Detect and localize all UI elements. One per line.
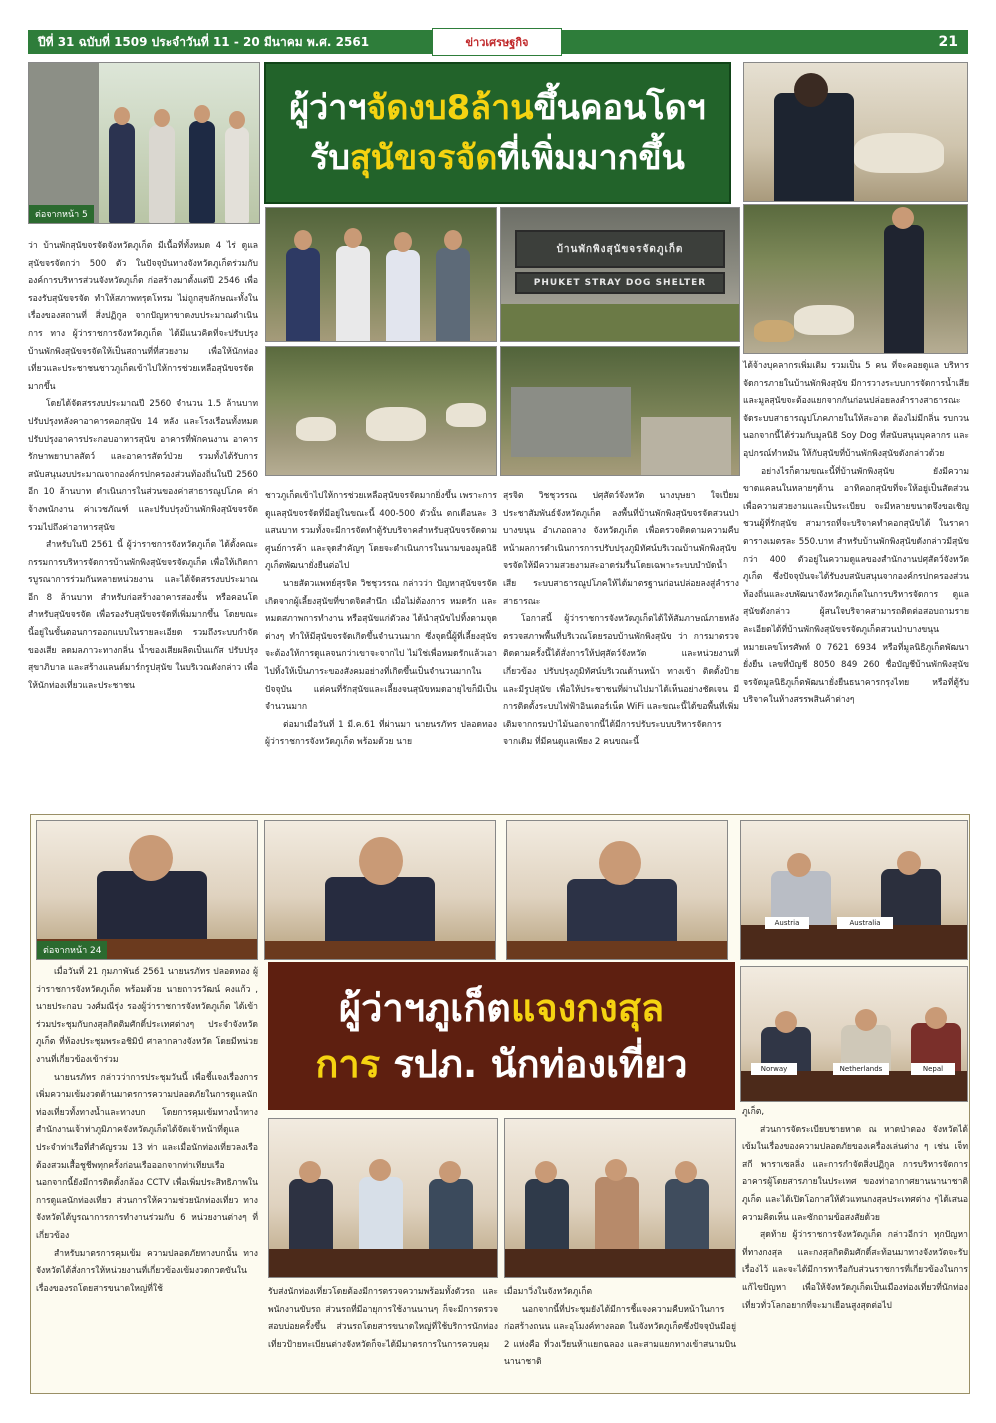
continued-label: ต่อจากหน้า 5: [29, 205, 94, 223]
paragraph: สุดท้าย ผู้ว่าราชการจังหวัดภูเก็ต กล่าวอีกว่า ทุกปัญหาที่ทางกงสุล และกงสุลกิตติมศักดิ์สะท้อนมาทางจังหวัดจะรับเรื่องไว้ และจะได้มีการหารือกับส่วนราชการที่เกี่ยวข้องในการแก้ไขปัญหา เพื่อให้จังหวัดภูเก็ตเป็นเมืองท่องเที่ยวที่นักท่องเที่ยวทั่วโลกอยากที่จะมาเยือนสูงสุดต่อไป: [742, 1230, 968, 1311]
person-head: [599, 841, 641, 885]
issue-line: ปีที่ 31 ฉบับที่ 1509 ประจำวันที่ 11 - 20 มีนาคม พ.ศ. 2561: [38, 34, 370, 49]
person-figure: [436, 248, 470, 342]
wall-shape: [29, 63, 99, 224]
person-head: [787, 853, 811, 877]
person-head: [114, 107, 130, 125]
person-head: [344, 228, 362, 248]
photo-meeting-attendees-right: [504, 1118, 736, 1278]
name-plate: Netherlands: [833, 1063, 889, 1075]
dog-figure: [754, 320, 794, 342]
paragraph: ต่อมาเมื่อวันที่ 1 มี.ค.61 ที่ผ่านมา นายนรภัทร ปลอดทอง ผู้ว่าราชการจังหวัดภูเก็ต พร้อมด้วย นาย: [265, 719, 497, 748]
person-head: [794, 73, 828, 107]
photo-donation-handover: [265, 207, 497, 342]
headline-highlight: การ: [315, 1042, 381, 1086]
photo-meeting-attendees-left: [268, 1118, 498, 1278]
masthead-logo: [432, 28, 562, 56]
person-figure: [225, 127, 249, 223]
dog-figure: [854, 133, 944, 173]
person-head: [394, 232, 412, 252]
photo-consul-speaker: [36, 820, 258, 960]
person-figure: [149, 125, 175, 223]
paragraph: นอกจากนี้ที่ประชุมยังได้มีการชี้แจงความคืบหน้าในการก่อสร้างถนน และอุโมงค์ทางลอด ในจังหวัดภูเก็ตซึ่งปัจจุบันมีอยู่ 2 แห่งคือ ที่วงเวียนห้าแยกฉลอง และสามแยกทางเข้าสนามบินนานาชาติ: [504, 1304, 736, 1368]
desk-shape: [505, 1249, 736, 1278]
person-figure: [336, 246, 370, 342]
dog-figure: [366, 407, 426, 441]
headline-line-1: [289, 83, 706, 133]
photo-shelter-kennels: [500, 346, 740, 476]
paragraph: นายนรภัทร กล่าวว่าการประชุมวันนี้ เพื่อชี้แจงเรื่องการเพิ่มความเข้มงวดด้านมาตรการความปลอดภัยในการดูแลนักท่องเที่ยวทั้งทางน้ำและทางบก โดยการคุมเข้มทางน้ำทางสำนักงานเจ้าท่าภูมิภาคจังหวัดภูเก็ตได้จัดเจ้าหน้าที่ดูแลประจำท่าเรือที่สำคัญรวม 13 ท่า และเมื่อนักท่องเที่ยวลงเรือต้องสวมเสื้อชูชีพทุกครั้งก่อนเรือออกจากท่าเทียบเรือ นอกจากนี้ยังมีการติดตั้งกล้อง CCTV เพื่อเพิ่มประสิทธิภาพในการดูแลนักท่องเที่ยว ส่วนการให้ความช่วยนักท่องเที่ยว ทางจังหวัดได้บูรณาการการทำงานร่วมกับ 6 หน่วยงานต่างๆ ที่เกี่ยวข้อง: [36, 1072, 258, 1241]
article2-column-4: [742, 1104, 968, 1388]
article1-column-4: [743, 358, 969, 804]
article2-column-1: [36, 964, 258, 1388]
paragraph: ส่วนการจัดระเบียบชายหาด ณ หาดป่าตอง จังหวัดได้เข้มในเรื่องของความปลอดภัยของเครื่องเล่นต่าง ๆ เช่น เจ็ทสกี พาราเซลลิ่ง และการกำจัดสิ่งปฏิกูล การบริหารจัดการอาคารผู้โดยสารภายในประเทศ ของท่าอากาศยานนานาชาติภูเก็ต และได้เปิดโอกาสให้ตัวแทนกงสุลประเทศต่าง ๆได้เสนอความคิดเห็น และซักถามข้อสงสัยด้วย: [742, 1124, 968, 1223]
person-head: [369, 1159, 391, 1181]
article1-column-2: [265, 488, 497, 804]
desk-shape: [269, 1249, 498, 1278]
headline-highlight: สุนัขจรจัด: [349, 138, 498, 178]
person-figure: [386, 250, 420, 342]
person-head: [229, 111, 245, 129]
person-figure: [189, 121, 215, 223]
paragraph: รับส่งนักท่องเที่ยวโดยต้องมีการตรวจความพร้อมทั้งตัวรถ และพนักงานขับรถ ส่วนรถที่มีอายุการใช้งานนานๆ ก็จะมีการตรวจสอบบ่อยครั้งขึ้น ส่วนรถโดยสารขนาดใหญ่ที่ใช้บริการนักท่องเที่ยวป้ายทะเบียนต่างจังหวัดก็จะได้มีมาตรการในการควบคุม: [268, 1287, 498, 1350]
photo-consuls-australia-austria: [740, 820, 968, 960]
kennel-shape: [511, 387, 631, 457]
person-head: [194, 105, 210, 123]
article1-column-1: [28, 238, 258, 804]
article1-column-3: [503, 488, 739, 804]
headline-line-2: [310, 133, 685, 183]
name-plate: Australia: [837, 917, 893, 929]
desk-shape: [507, 941, 728, 960]
headline-part: ขึ้นคอนโดฯ: [533, 88, 706, 128]
paragraph: โอกาสนี้ ผู้ว่าราชการจังหวัดภูเก็ตได้ให้สัมภาษณ์ภายหลังตรวจสภาพพื้นที่บริเวณโดยรอบบ้านพักพิงสุนัข ว่า การมาตรวจติดตามครั้งนี้ได้สั่งการให้ปศุสัตว์จังหวัด และหน่วยงานที่เกี่ยวข้อง ปรับปรุงภูมิทัศน์บริเวณด้านหน้า ทางเข้า ติดตั้งป้าย และมีรูปสุนัข เพื่อให้ประชาชนที่ผ่านไปมาได้เห็นอย่างชัดเจน มีการติดตั้งระบบไฟฟ้าอินเตอร์เน็ต WiFi และขณะนี้ได้ขอพื้นที่เพิ่มเติมจากกรมป่าไม้นอกจากนี้ได้มีการปรับระบบบริหารจัดการ จากเดิม ที่มีคนดูแลเพียง 2 คนขณะนี้: [503, 614, 739, 748]
photo-dogs-in-yard: [265, 346, 497, 476]
headline-part: ผู้ว่าฯภูเก็ต: [338, 986, 511, 1030]
headline-part: ผู้ว่าฯ: [289, 88, 367, 128]
photo-official-speaking: [506, 820, 728, 960]
grass-shape: [501, 304, 740, 342]
headline-line-2: [315, 1036, 687, 1092]
photo-vet-treating-dog: [743, 62, 968, 202]
paragraph: ว่า บ้านพักสุนัขจรจัดจังหวัดภูเก็ต มีเนื้อที่ทั้งหมด 4 ไร่ ดูแลสุนัขจรจัดกว่า 500 ตัว ในปัจจุบันทางจังหวัดภูเก็ตร่วมกับองค์การบริหารส่วนจังหวัดภูเก็ต ก่อสร้างมาตั้งแต่ปี 2546 เพื่อรองรับสุนัขจรจัด ทำให้สภาพทรุดโทรม ไม่ถูกสุขลักษณะทั้งในเรื่องของสถานที่ สิ่งปฏิกูล จากปัญหาขาดงบประมาณดำเนินการ ทาง ผู้ว่าราชการจังหวัดภูเก็ต ได้มีแนวคิดที่จะปรับปรุงบ้านพักพิงสุนัขจรจัดให้เป็นสถานที่ที่สวยงาม เพื่อให้นักท่องเที่ยวและประชาชนชาวภูเก็ตเข้าไปให้การช่วยเหลือสุนัขจรจัดมากขึ้น: [28, 241, 258, 392]
person-head: [892, 207, 914, 229]
person-figure: [774, 93, 854, 202]
article2-column-3: [504, 1284, 736, 1388]
desk-shape: [741, 1071, 968, 1102]
person-head: [444, 230, 462, 250]
photo-officials-walking: [28, 62, 260, 224]
person-figure: [109, 123, 135, 223]
person-head: [605, 1159, 627, 1181]
name-plate: Norway: [751, 1063, 797, 1075]
headline-line-1: [339, 980, 664, 1036]
photo-governor-speaking: [264, 820, 496, 960]
headline-stray-dogs: [264, 62, 731, 204]
person-head: [675, 1161, 697, 1183]
paragraph: อย่างไรก็ตามขณะนี้ที่บ้านพักพิงสุนัข ยังมีความขาดแคลนในหลายๆด้าน อาทิคอกสุนัขที่จะให้อยู่เป็นสัดส่วนเพื่อความสวยงามและเป็นระเบียบ จะมีหลายขนาดจึงขอเชิญชวนผู้ที่รักสุนัข สามารถที่จะบริจาคทำคอกสุนัขได้ ในราคา ตารางเมตรละ 550.บาท สำหรับบ้านพักพิงสุนัขดังกล่าวมีสุนัขกว่า 400 ตัวอยู่ในความดูแลของสำนักงานปศุสัตว์จังหวัดภูเก็ต ซึ่งปัจจุบันจะได้รับงบสนับสนุนจากองค์กรปกครองส่วนท้องถิ่นและงบพัฒนาจังหวัดภูเก็ตในการบริหารจัดการ ดูแลสุนัขดังกล่าว ผู้สนใจบริจาคสามารถติดต่อสอบถามรายละเอียดได้ที่บ้านพักพิงสุนัขจรจัดภูเก็ตสวนป่าบางขนุน หมายเลขโทรศัพท์ 0 7621 6934 หรือที่มูลนิธิภูเก็ตพัฒนายั่งยืน เลขที่บัญชี 8050 849 260 ชื่อบัญชีบ้านพักพิงสุนัขจรจัดมูลนิธิภูเก็ตพัฒนายั่งยืนธนาคารกรุงไทย หรือที่ตู้รับบริจาคในห้างสรรพสินค้าต่างๆ: [743, 466, 969, 706]
paragraph: สำหรับในปี 2561 นี้ ผู้ว่าราชการจังหวัดภูเก็ต ได้ตั้งคณะกรรมการบริหารจัดการบ้านพักพิงสุนัขจรจัดภูเก็ต เพื่อให้เกิดการบูรณาการร่วมกันหลายหน่วยงาน และได้จัดสรรงบประมาณอีก 8 ล้านบาท สำหรับก่อสร้างอาคารสองชั้น หรือคอนโดสำหรับสุนัขจรจัด เพื่อรองรับสุนัขจรจัดที่เพิ่มมากขึ้น โดยขณะนี้อยู่ในขั้นตอนการออกแบบในรายละเอียด รวมถึงระบบกำจัดของเสีย ลดมลภาวะทางกลิ่น น้ำของเสียผลิตเป็นแก๊ส ปรับปรุงสุขาภิบาล และสร้างแลนด์มาร์กรูปสุนัข ในบริเวณดังกล่าว เพื่อให้นักท่องเที่ยวและประชาชน: [28, 540, 258, 691]
dog-figure: [794, 305, 854, 335]
person-head: [897, 851, 921, 875]
headline-consul-meeting: [268, 962, 735, 1110]
photo-consuls-norway-nepal: [740, 966, 968, 1102]
shelter-sign-thai: บ้านพักพิงสุนัขจรจัดภูเก็ต: [515, 230, 725, 268]
continued-label: ต่อจากหน้า 24: [37, 941, 107, 959]
shelter-sign-english: PHUKET STRAY DOG SHELTER: [515, 272, 725, 294]
person-head: [925, 1007, 947, 1029]
headline-part: นักท่องเที่ยว: [490, 1042, 688, 1086]
person-head: [775, 1011, 797, 1033]
headline-part: ที่เพิ่มมากขึ้น: [497, 138, 685, 178]
person-figure: [286, 248, 320, 342]
article2-column-2: [268, 1284, 498, 1388]
paragraph: ภูเก็ต,: [742, 1107, 765, 1117]
dog-figure: [446, 403, 486, 427]
photo-worker-with-dogs: [743, 204, 968, 354]
headline-part: รับ: [310, 138, 350, 178]
person-head: [359, 837, 403, 885]
person-head: [439, 1161, 461, 1183]
path-shape: [641, 417, 731, 476]
person-figure: [884, 225, 924, 354]
headline-highlight: แจงกงสุล: [510, 986, 665, 1030]
headline-highlight: จัดงบ8ล้าน: [366, 88, 534, 128]
paragraph: เมื่อมาวิ่งในจังหวัดภูเก็ต: [504, 1287, 593, 1297]
paragraph: นายสัตวแพทย์สุรจิต วิชชุวรรณ กล่าวว่า ปัญหาสุนัขจรจัดเกิดจากผู้เลี้ยงสุนัขที่ขาดจิตสำนึก เมื่อไม่ต้องการ หมดรัก และหมดสภาพการทำงาน หรือสุนัขแก่ตัวลง ได้นำสุนัขไปทิ้งตามจุดต่างๆ ทำให้มีสุนัขจรจัดเกิดขึ้นจำนวนมาก ซึ่งจุดนี้ผู้ที่เลี้ยงสุนัขจะต้องให้การดูแลจนกว่าเขาจะจากไป ไม่ใช่เพื่อหมดรักแล้วเอาไปทิ้งให้เป็นภาระของสังคมอย่างที่เกิดขึ้นเป็นจำนวนมากในปัจจุบัน แต่คนที่รักสุนัขและเลี้ยงจนสุนัขหมดอายุไขก็มีเป็นจำนวนมาก: [265, 578, 497, 713]
paragraph: ชาวภูเก็ตเข้าไปให้การช่วยเหลือสุนัขจรจัดมากยิ่งขึ้น เพราะการดูแลสุนัขจรจัดที่มีอยู่ในขณะนี้ 400-500 ตัวนั้น ตกเดือนละ 3 แสนบาท รวมทั้งจะมีการจัดทำตู้รับบริจาคสำหรับสุนัขจรจัดตามศูนย์การค้า และจุดสำคัญๆ โดยจะดำเนินการในนามของมูลนิธิภูเก็ตพัฒนายั่งยืนต่อไป: [265, 491, 497, 572]
person-head: [294, 230, 312, 250]
person-head: [855, 1009, 877, 1031]
person-head: [299, 1161, 321, 1183]
paragraph: เมื่อวันที่ 21 กุมภาพันธ์ 2561 นายนรภัทร ปลอดทอง ผู้ว่าราชการจังหวัดภูเก็ต พร้อมด้วย นายถาวรวัฒน์ คงแก้ว , นายประกอบ วงศ์มณีรุ่ง รองผู้ว่าราชการจังหวัดภูเก็ต ได้เข้าร่วมประชุมกับกงสุลกิตติมศักดิ์ประเทศต่างๆ ประจำจังหวัดภูเก็ต ที่ห้องประชุมพระอชิมิป์ ศาลากลางจังหวัด โดยมีหน่วยงานที่เกี่ยวข้องเข้าร่วม: [36, 967, 258, 1065]
paragraph: สุรจิต วิชชุวรรณ ปศุสัตว์จังหวัด นางบุษยา ใจเปี่ยม ประชาสัมพันธ์จังหวัดภูเก็ต ลงพื้นที่บ้านพักพิงสุนัขจรจัดสวนป่าบางขนุน อำเภอถลาง จังหวัดภูเก็ต เพื่อตรวจติดตามความคืบหน้าผลการดำเนินการการปรับปรุงภูมิทัศน์บริเวณบ้านพักพิงสุนัขจรจัดให้มีความสวยงามสะอาดร่มรื่นโดยเฉพาะระบบบำบัดน้ำเสีย ระบบสาธารณูปโภคให้ได้มาตรฐานก่อนปล่อยลงสู่ลำรางสาธารณะ: [503, 491, 739, 607]
headline-part: รปภ.: [393, 1042, 478, 1086]
person-head: [154, 109, 170, 127]
page-number: 21: [938, 34, 958, 50]
name-plate: Austria: [765, 917, 809, 929]
masthead-text: ข่าวเศรษฐกิจ: [465, 36, 529, 49]
paragraph: โดยได้จัดสรรงบประมาณปี 2560 จำนวน 1.5 ล้านบาท ปรับปรุงหลังคาอาคารคอกสุนัข 14 หลัง และโรงเรือนทั้งหมด ปรับปรุงอาคารประกอบอาหารสุนัข อาคารที่พักคนงาน อาคารรักษาพยาบาลสัตว์ และอาคารสัตว์ป่วย รวมทั้งได้รับการสนับสนุนงบประมาณจากองค์กรปกครองส่วนท้องถิ่นในปี 2560 อีก 10 ล้านบาท ดำเนินการในส่วนของค่าสาธารณูปโภค ค่าจ้างพนักงาน ค่าเวชภัณฑ์ และปรับปรุงบ้านพักพิงสุนัขจรจัด รวมไปถึงค่าอาหารสุนัข: [28, 399, 258, 533]
desk-shape: [741, 925, 968, 960]
photo-shelter-sign: [500, 207, 740, 342]
desk-shape: [265, 941, 496, 960]
paragraph: สำหรับมาตรการคุมเข้ม ความปลอดภัยทางบกนั้น ทางจังหวัดได้สั่งการให้หน่วยงานที่เกี่ยวข้องเข้มงวดกวดขันในเรื่องของรถโดยสารขนาดใหญ่ที่ใช้: [36, 1248, 258, 1294]
dog-figure: [296, 417, 336, 441]
paragraph: ได้จ้างบุคลากรเพิ่มเติม รวมเป็น 5 คน ที่จะคอยดูแล บริหารจัดการภายในบ้านพักพิงสุนัข มีการวางระบบการจัดการน้ำเสียและมูลสุนัขจะต้องแยกจากกันก่อนปล่อยลงลำรางสาธารณะ จัดระบบสาธารณูปโภคภายในให้สะอาด ต้องไม่มีกลิ่น รบกวน นอกจากนี้ได้ร่วมกับมูลนิธิ Soy Dog ที่สนับสนุนบุคลากร และอุปกรณ์ทำหมัน ให้กับสุนัขที่บ้านพักพิงสุนัขดังกล่าวด้วย: [743, 361, 969, 459]
person-head: [129, 835, 173, 881]
person-head: [535, 1161, 557, 1183]
name-plate: Nepal: [911, 1063, 955, 1075]
